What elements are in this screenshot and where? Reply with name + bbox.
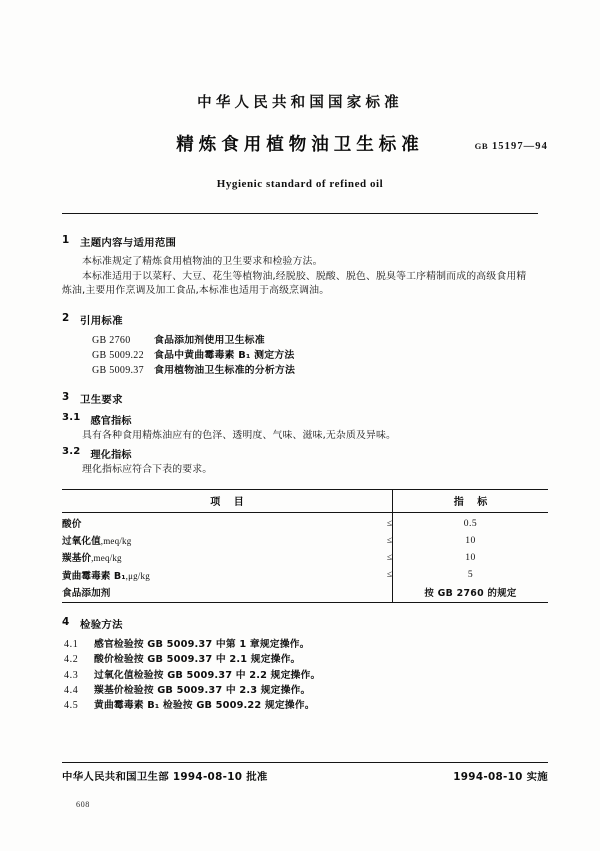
- section-3-2-number: 3.2: [62, 445, 81, 457]
- table-header-row: [62, 489, 548, 512]
- list-item: [64, 698, 548, 713]
- section-3-1-title: 感官指标: [90, 416, 132, 428]
- section-3-title: 卫生要求: [80, 394, 123, 407]
- comparison-operator: ≤: [344, 549, 393, 566]
- physicochemical-index-table: [62, 489, 548, 603]
- page-number: 608: [76, 800, 90, 809]
- standard-prefix: GB: [474, 140, 489, 151]
- method-number: 4.4: [64, 685, 79, 697]
- table-row: [62, 566, 548, 583]
- item-unit: ,μg/kg: [125, 570, 150, 581]
- section-3-2-heading: [62, 446, 548, 461]
- reference-title: 食品中黄曲霉毒素 B₁ 测定方法: [154, 349, 295, 361]
- item-unit: ,meq/kg: [100, 536, 132, 547]
- method-number: 4.2: [64, 654, 79, 666]
- section-4-title: 检验方法: [80, 618, 123, 631]
- list-item: [92, 348, 548, 363]
- section-3-1-heading: [62, 412, 548, 427]
- comparison-operator: ≤: [344, 532, 393, 549]
- section-1-paragraph-1: 本标准规定了精炼食用植物油的卫生要求和检验方法。: [82, 256, 323, 267]
- section-2-heading: [62, 312, 548, 327]
- reference-title: 食用植物油卫生标准的分析方法: [154, 365, 296, 377]
- title-row: [0, 134, 600, 163]
- method-number: 4.5: [64, 700, 79, 712]
- section-3-heading: [62, 391, 548, 406]
- method-text: 酸价检验按 GB 5009.37 中 2.1 规定操作。: [94, 654, 301, 666]
- section-3-1-text: 具有各种食用精炼油应有的色泽、透明度、气味、滋味,无杂质及异味。: [82, 430, 397, 442]
- method-text: 羰基价检验按 GB 5009.37 中 2.3 规定操作。: [94, 685, 311, 697]
- item-name-text: 过氧化值: [62, 536, 101, 548]
- reference-code: GB 2760: [92, 334, 131, 346]
- implementation-date: 1994-08-10 实施: [453, 771, 548, 783]
- item-name-text: 黄曲霉毒素 B₁: [62, 570, 126, 582]
- section-1-title: 主题内容与适用范围: [80, 237, 177, 249]
- column-header-index: 指 标: [392, 489, 548, 512]
- section-3-number: 3: [62, 391, 70, 404]
- section-2-number: 2: [62, 311, 70, 324]
- reference-code: GB 5009.22: [92, 349, 144, 361]
- section-1-paragraph-2-line-2: 炼油,主要用作烹调及加工食品,本标准也适用于高级烹调油。: [62, 285, 330, 297]
- method-text: 过氧化值检验按 GB 5009.37 中 2.2 规定操作。: [94, 669, 321, 681]
- method-number: 4.1: [64, 638, 79, 650]
- reference-code: GB 5009.37: [92, 365, 144, 377]
- reference-title: 食品添加剂使用卫生标准: [154, 334, 265, 346]
- item-name: 食品添加剂: [62, 583, 344, 602]
- national-standard-label: 中华人民共和国国家标准: [197, 95, 403, 111]
- index-value: 按 GB 2760 的规定: [392, 583, 548, 602]
- table-row: [62, 583, 548, 602]
- document-masthead: [0, 0, 600, 190]
- referenced-standards-list: [62, 333, 548, 379]
- section-3-2-title: 理化指标: [90, 449, 132, 461]
- section-4-number: 4: [62, 615, 70, 628]
- standard-code: 15197—94: [491, 140, 548, 152]
- comparison-operator: ≤: [344, 512, 393, 532]
- section-4-heading: [62, 616, 548, 631]
- list-item: [64, 637, 548, 652]
- list-item: [92, 363, 548, 378]
- method-text: 感官检验按 GB 5009.37 中第 1 章规定操作。: [94, 638, 310, 650]
- index-value: 0.5: [463, 517, 478, 529]
- list-item: [92, 333, 548, 348]
- english-title: Hygienic standard of refined oil: [216, 177, 384, 190]
- item-name: [62, 566, 344, 583]
- document-body: [62, 234, 548, 714]
- index-value: 10: [465, 534, 476, 546]
- comparison-operator: [344, 583, 393, 602]
- list-item: [64, 668, 548, 683]
- table-row: [62, 549, 548, 566]
- section-2-title: 引用标准: [80, 314, 123, 327]
- index-value: 5: [467, 569, 474, 581]
- table-row: [62, 532, 548, 549]
- item-name: 酸价: [62, 519, 82, 531]
- document-footer: [62, 768, 548, 783]
- comparison-operator: ≤: [344, 566, 393, 583]
- method-text: 黄曲霉毒素 B₁ 检验按 GB 5009.22 规定操作。: [94, 700, 315, 712]
- method-number: 4.3: [64, 669, 79, 681]
- approval-statement: 中华人民共和国卫生部 1994-08-10 批准: [62, 771, 268, 783]
- document-title: 精炼食用植物油卫生标准: [176, 134, 424, 155]
- item-name: [62, 549, 344, 566]
- section-3-2-text: 理化指标应符合下表的要求。: [82, 463, 213, 475]
- section-1-number: 1: [62, 234, 70, 246]
- table-row: [62, 512, 548, 532]
- list-item: [64, 683, 548, 698]
- test-methods-list: [62, 637, 548, 714]
- standard-number: [475, 141, 548, 152]
- header-divider-rule: [62, 213, 538, 214]
- item-name: [62, 532, 344, 549]
- column-header-item: 项 目: [62, 489, 392, 512]
- item-name-text: 羰基价: [62, 553, 92, 565]
- section-3-1-number: 3.1: [62, 412, 81, 424]
- list-item: [64, 652, 548, 667]
- footer-divider-rule: [62, 762, 548, 763]
- index-value: 10: [465, 551, 476, 563]
- section-1-heading: [62, 234, 548, 249]
- section-1-paragraph-2-line-1: 本标准适用于以菜籽、大豆、花生等植物油,经脱胶、脱酸、脱色、脱臭等工序精制而成的高级食用精: [82, 270, 527, 282]
- item-unit: ,meq/kg: [91, 553, 122, 564]
